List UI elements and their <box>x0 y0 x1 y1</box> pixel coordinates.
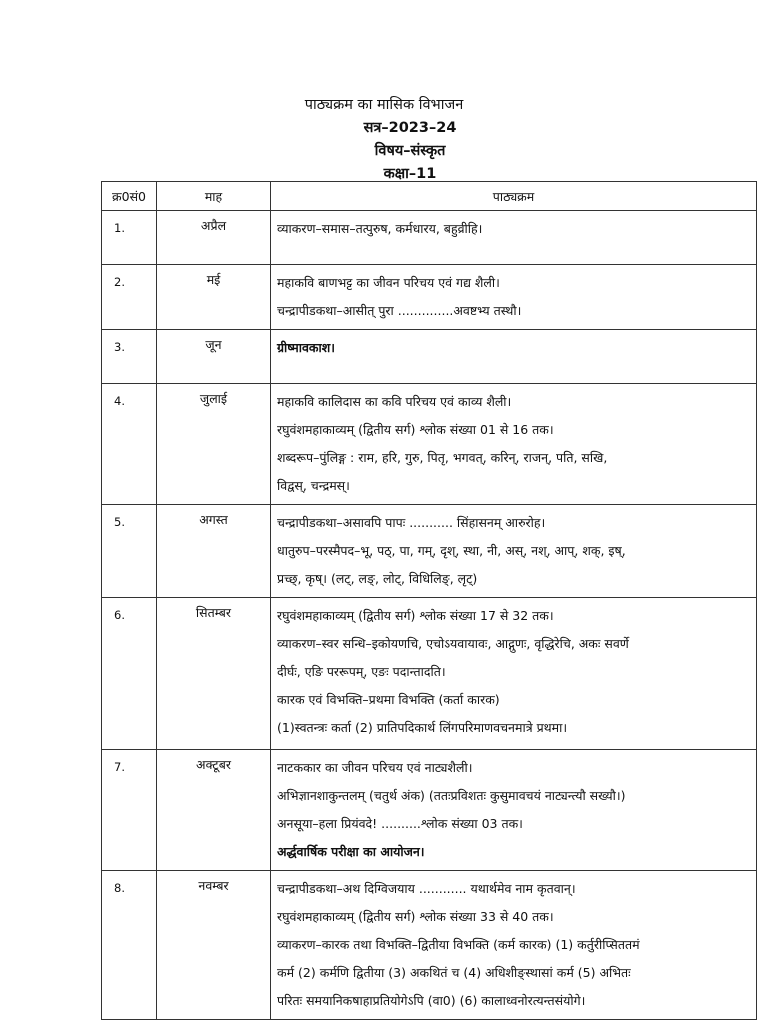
syllabus-line: महाकवि बाणभट्ट का जीवन परिचय एवं गद्य शैली। <box>277 275 500 290</box>
row-month: अगस्त <box>157 505 271 598</box>
syllabus-line: कर्म (2) कर्मणि द्वितीया (3) अकथितं च (4) अधिशीङ्स्थासां कर्म (5) अभितः <box>277 965 631 980</box>
syllabus-line: व्याकरण–कारक तथा विभक्ति–द्वितीया विभक्ति (कर्म कारक) (1) कर्तुरीप्सिततमं <box>277 937 640 952</box>
syllabus-line: चन्द्रापीडकथा–आसीत् पुरा ..............अवष्टभ्य तस्थौ। <box>277 303 522 318</box>
syllabus-line: महाकवि कालिदास का कवि परिचय एवं काव्य शैली। <box>277 394 512 409</box>
row-number: 5. <box>102 505 157 598</box>
syllabus-line: ग्रीष्मावकाश। <box>277 340 335 355</box>
subject-line: विषय–संस्कृत <box>374 143 446 159</box>
syllabus-line: चन्द्रापीडकथा–असावपि पापः ........... सिंहासनम् आरुरोह। <box>277 515 546 530</box>
syllabus-line: अर्द्धवार्षिक परीक्षा का आयोजन। <box>277 844 425 859</box>
row-number: 2. <box>102 265 157 330</box>
syllabus-line: दीर्घः, एङि पररूपम्, एङः पदान्तादति। <box>277 664 446 679</box>
row-month: नवम्बर <box>157 871 271 1020</box>
table-row <box>102 598 757 750</box>
syllabus-line: चन्द्रापीडकथा–अथ दिग्विजयाय ............ यथार्थमेव नाम कृतवान्। <box>277 881 576 896</box>
syllabus-line: प्रच्छ्, कृष्। (लट्, लङ्, लोट्, विधिलिङ्, लृट्) <box>277 571 478 586</box>
row-syllabus <box>271 265 757 330</box>
row-syllabus <box>271 505 757 598</box>
syllabus-line: अनसूया–हला प्रियंवदे! ..........श्लोक संख्या 03 तक। <box>277 816 523 831</box>
column-header-serial: क्र0सं0 <box>102 182 157 211</box>
table-row <box>102 384 757 505</box>
row-month: अक्टूबर <box>157 750 271 871</box>
document-header <box>0 94 768 186</box>
syllabus-line: अभिज्ञानशाकुन्तलम् (चतुर्थ अंक) (ततःप्रविशतः कुसुमावचयं नाट्यन्त्यौ सख्यौ।) <box>277 788 626 803</box>
table-row <box>102 750 757 871</box>
row-syllabus <box>271 871 757 1020</box>
row-number: 7. <box>102 750 157 871</box>
row-syllabus <box>271 750 757 871</box>
row-month: जुलाई <box>157 384 271 505</box>
column-header-syllabus: पाठ्यक्रम <box>271 182 757 211</box>
table-row <box>102 330 757 384</box>
table-row <box>102 265 757 330</box>
table-row <box>102 871 757 1020</box>
column-header-month: माह <box>157 182 271 211</box>
syllabus-line: व्याकरण–स्वर सन्धि–इकोयणचि, एचोऽयवायावः, आद्गुणः, वृद्धिरेचि, अकः सवर्णे <box>277 636 629 651</box>
session-line: सत्र–2023–24 <box>363 120 457 136</box>
row-number: 4. <box>102 384 157 505</box>
table-row <box>102 211 757 265</box>
row-syllabus <box>271 598 757 750</box>
row-month: अप्रैल <box>157 211 271 265</box>
row-number: 6. <box>102 598 157 750</box>
row-syllabus <box>271 330 757 384</box>
syllabus-line: शब्दरूप–पुंलिङ्ग : राम, हरि, गुरु, पितृ, भगवत्, करिन्, राजन्, पति, सखि, <box>277 450 608 465</box>
document-title: पाठ्यक्रम का मासिक विभाजन <box>304 97 464 113</box>
syllabus-line: परितः समयानिकषाहाप्रतियोगेऽपि (वा0) (6) कालाध्वनोरत्यन्तसंयोगे। <box>277 993 586 1008</box>
syllabus-line: कारक एवं विभक्ति–प्रथमा विभक्ति (कर्ता कारक) <box>277 692 500 707</box>
table-header-row <box>102 182 757 211</box>
row-number: 8. <box>102 871 157 1020</box>
syllabus-line: (1)स्वतन्त्रः कर्ता (2) प्रातिपदिकार्थ लिंगपरिमाणवचनमात्रे प्रथमा। <box>277 720 568 735</box>
row-number: 3. <box>102 330 157 384</box>
table-row <box>102 505 757 598</box>
class-line: कक्षा–11 <box>383 166 437 182</box>
row-syllabus <box>271 211 757 265</box>
syllabus-line: रघुवंशमहाकाव्यम् (द्वितीय सर्ग) श्लोक संख्या 33 से 40 तक। <box>277 909 554 924</box>
syllabus-table <box>101 181 757 1020</box>
syllabus-line: रघुवंशमहाकाव्यम् (द्वितीय सर्ग) श्लोक संख्या 01 से 16 तक। <box>277 422 554 437</box>
row-month: मई <box>157 265 271 330</box>
syllabus-line: रघुवंशमहाकाव्यम् (द्वितीय सर्ग) श्लोक संख्या 17 से 32 तक। <box>277 608 554 623</box>
row-number: 1. <box>102 211 157 265</box>
row-month: सितम्बर <box>157 598 271 750</box>
syllabus-line: विद्वस्, चन्द्रमस्। <box>277 478 350 493</box>
syllabus-line: व्याकरण–समास–तत्पुरुष, कर्मधारय, बहुव्रीहि। <box>277 221 483 236</box>
syllabus-line: धातुरुप–परस्मैपद–भू, पठ्, पा, गम्, दृश्, स्था, नी, अस्, नश्, आप्, शक्, इष्, <box>277 543 626 558</box>
row-month: जून <box>157 330 271 384</box>
row-syllabus <box>271 384 757 505</box>
syllabus-line: नाटककार का जीवन परिचय एवं नाट्यशैली। <box>277 760 473 775</box>
